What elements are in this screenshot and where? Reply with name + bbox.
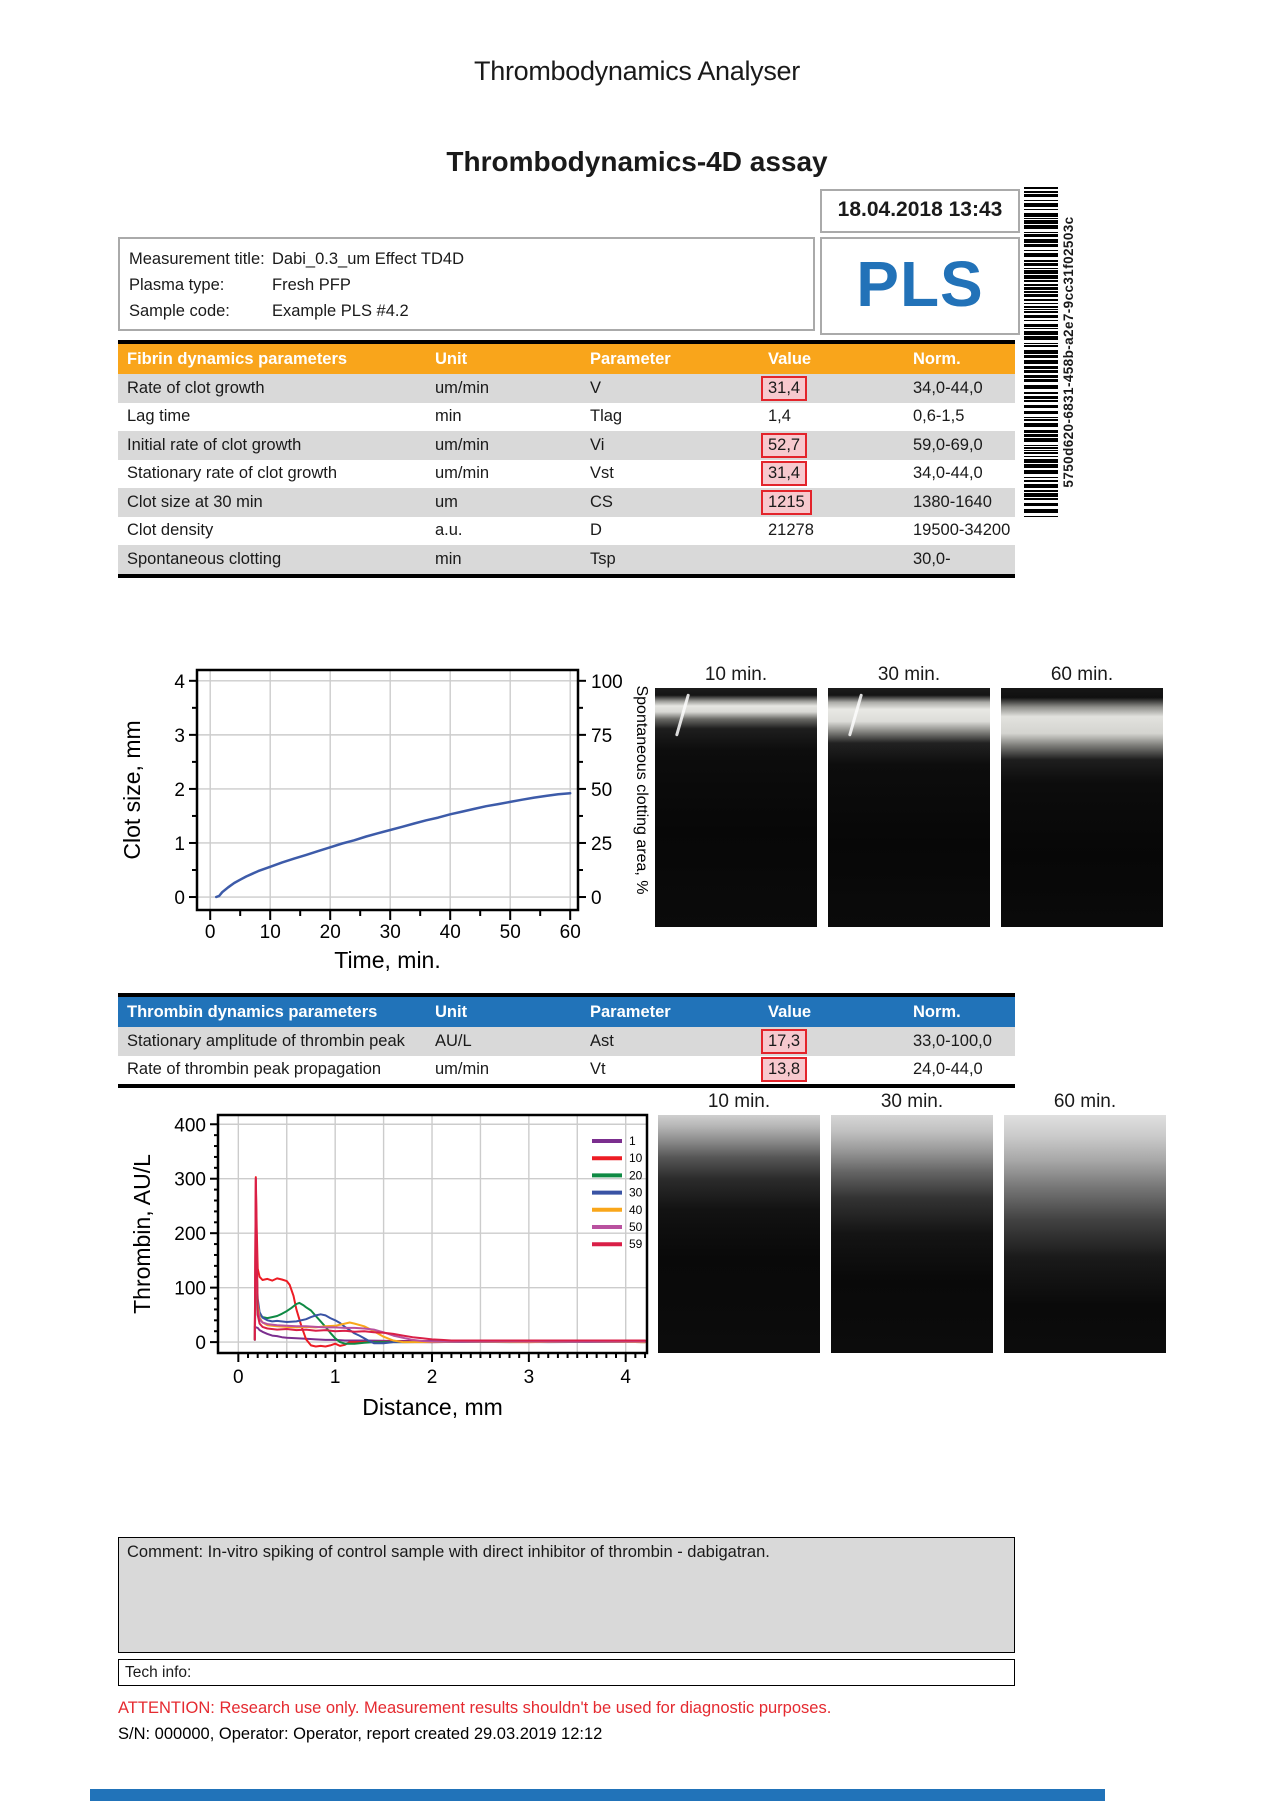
column-header: Norm. — [913, 1002, 961, 1021]
out-of-range-value: 13,8 — [761, 1057, 807, 1082]
column-header: Norm. — [913, 349, 961, 368]
unit-cell: min — [435, 407, 462, 426]
column-header: Unit — [435, 349, 468, 368]
svg-text:60: 60 — [559, 922, 581, 943]
table-row — [118, 1027, 1015, 1056]
svg-text:1: 1 — [174, 833, 185, 855]
svg-text:50: 50 — [591, 779, 613, 801]
out-of-range-value: 52,7 — [761, 433, 807, 458]
svg-text:Thrombin, AU/L: Thrombin, AU/L — [129, 1154, 155, 1314]
thrombin-photo-10min — [658, 1115, 820, 1353]
table-row — [118, 1056, 1015, 1085]
thrombin-parameters-table — [118, 993, 1015, 1088]
param-name-cell: Stationary rate of clot growth — [127, 464, 338, 483]
norm-cell: 19500-34200 — [913, 521, 1011, 540]
svg-text:20: 20 — [319, 922, 341, 943]
param-name-cell: Rate of thrombin peak propagation — [127, 1060, 382, 1079]
tech-info-label: Tech info: — [125, 1664, 192, 1681]
thrombin-image-label: 30 min. — [880, 1091, 944, 1112]
param-name-cell: Stationary amplitude of thrombin peak — [127, 1031, 405, 1050]
svg-text:Time, min.: Time, min. — [334, 947, 441, 973]
out-of-range-value: 31,4 — [761, 461, 807, 486]
param-name-cell: Rate of clot growth — [127, 378, 265, 397]
table-header-row — [118, 997, 1015, 1027]
thrombin-distribution-chart — [110, 1090, 660, 1440]
column-header: Value — [768, 349, 812, 368]
unit-cell: um/min — [435, 464, 490, 483]
sample-code-row — [129, 298, 813, 324]
unit-cell: um — [435, 492, 458, 511]
svg-text:0: 0 — [195, 1333, 206, 1355]
barcode — [1024, 187, 1058, 517]
svg-text:200: 200 — [174, 1224, 206, 1246]
param-name-cell: Clot size at 30 min — [127, 492, 263, 511]
param-name-cell: Initial rate of clot growth — [127, 435, 302, 454]
parameter-cell: Vt — [590, 1060, 606, 1079]
param-name-cell: Lag time — [127, 407, 191, 426]
clot-image-label: 30 min. — [877, 664, 941, 685]
norm-cell: 34,0-44,0 — [913, 378, 983, 397]
out-of-range-value: 17,3 — [761, 1029, 807, 1054]
svg-text:3: 3 — [523, 1367, 535, 1388]
value-cell — [768, 376, 913, 401]
thrombin-photo-30min — [831, 1115, 993, 1353]
table-row — [118, 488, 1015, 517]
param-name-cell: Spontaneous clotting — [127, 549, 282, 568]
parameter-cell: Tlag — [590, 407, 623, 426]
parameter-cell: Vi — [590, 435, 605, 454]
measurement-title-row — [129, 246, 813, 272]
table-header-row — [118, 344, 1015, 374]
svg-text:1: 1 — [329, 1367, 341, 1388]
pls-logo-text: PLS — [856, 248, 984, 320]
unit-cell: AU/L — [435, 1031, 472, 1050]
svg-text:0: 0 — [174, 888, 185, 910]
column-header: Thrombin dynamics parameters — [127, 1002, 378, 1021]
sample-code-label: Sample code: — [129, 302, 230, 320]
thrombin-images — [658, 1091, 1166, 1353]
serial-operator-line: S/N: 000000, Operator: Operator, report created 29.03.2019 12:12 — [118, 1725, 603, 1743]
value-cell — [768, 433, 913, 458]
plasma-type-label: Plasma type: — [129, 276, 225, 294]
svg-text:0: 0 — [204, 922, 216, 943]
column-header: Parameter — [590, 349, 671, 368]
svg-text:3: 3 — [174, 725, 185, 747]
svg-text:25: 25 — [591, 833, 613, 855]
plasma-type-value: Fresh PFP — [272, 276, 351, 294]
app-title: Thrombodynamics Analyser — [474, 56, 800, 86]
table-row — [118, 545, 1015, 574]
norm-cell: 24,0-44,0 — [913, 1060, 983, 1079]
table-row — [118, 403, 1015, 432]
svg-text:59: 59 — [629, 1237, 643, 1252]
norm-cell: 59,0-69,0 — [913, 435, 983, 454]
measurement-title-value: Dabi_0.3_um Effect TD4D — [272, 250, 464, 268]
parameter-cell: V — [590, 378, 602, 397]
thrombin-image-label: 60 min. — [1053, 1091, 1117, 1112]
value-cell: 1,4 — [768, 407, 791, 426]
svg-text:2: 2 — [426, 1367, 438, 1388]
parameter-cell: CS — [590, 492, 613, 511]
svg-text:100: 100 — [591, 671, 623, 693]
parameter-cell: Vst — [590, 464, 614, 483]
svg-text:20: 20 — [629, 1168, 643, 1183]
svg-text:10: 10 — [259, 922, 281, 943]
clot-image-panel-10min — [655, 664, 817, 927]
svg-text:1: 1 — [629, 1134, 636, 1148]
column-header: Parameter — [590, 1002, 671, 1021]
attention-note: ATTENTION: Research use only. Measurement results shouldn't be used for diagnostic purposes. — [118, 1699, 832, 1717]
svg-text:4: 4 — [174, 671, 185, 693]
plasma-type-row — [129, 272, 813, 298]
sample-code-value: Example PLS #4.2 — [272, 302, 409, 320]
tech-info-box — [118, 1659, 1015, 1686]
svg-text:2: 2 — [174, 779, 185, 801]
thrombin-image-label: 10 min. — [707, 1091, 771, 1112]
norm-cell: 0,6-1,5 — [913, 407, 965, 426]
value-cell — [768, 1057, 913, 1082]
thrombin-image-panel-60min — [1004, 1091, 1166, 1353]
param-name-cell: Clot density — [127, 521, 214, 540]
unit-cell: a.u. — [435, 521, 463, 540]
svg-text:30: 30 — [379, 922, 401, 943]
svg-text:Distance, mm: Distance, mm — [362, 1394, 503, 1420]
clot-image-label: 10 min. — [704, 664, 768, 685]
clot-photo-60min — [1001, 688, 1163, 927]
norm-cell: 30,0- — [913, 549, 951, 568]
pls-logo — [820, 237, 1020, 335]
svg-text:30: 30 — [629, 1185, 643, 1200]
svg-text:50: 50 — [629, 1220, 643, 1234]
svg-text:10: 10 — [629, 1151, 643, 1166]
svg-text:75: 75 — [591, 725, 613, 747]
clot-image-label: 60 min. — [1050, 664, 1114, 685]
thrombin-image-panel-10min — [658, 1091, 820, 1353]
table-row — [118, 460, 1015, 489]
svg-text:0: 0 — [233, 1367, 244, 1388]
svg-text:4: 4 — [620, 1367, 631, 1388]
value-cell — [768, 461, 913, 486]
unit-cell: um/min — [435, 435, 490, 454]
parameter-cell: Ast — [590, 1031, 614, 1050]
svg-text:300: 300 — [174, 1169, 206, 1191]
thrombin-photo-60min — [1004, 1115, 1166, 1353]
svg-text:40: 40 — [439, 922, 461, 943]
column-header: Unit — [435, 1002, 468, 1021]
clot-image-panel-60min — [1001, 664, 1163, 927]
comment-box — [118, 1537, 1015, 1653]
thrombin-image-panel-30min — [831, 1091, 993, 1353]
svg-text:400: 400 — [174, 1115, 206, 1137]
value-cell: 21278 — [768, 521, 814, 540]
clot-images — [655, 664, 1163, 927]
comment-text: Comment: In-vitro spiking of control sample with direct inhibitor of thrombin - dabigatran. — [127, 1543, 770, 1561]
column-header: Value — [768, 1002, 812, 1021]
svg-text:100: 100 — [174, 1278, 206, 1300]
value-cell — [768, 490, 913, 515]
unit-cell: min — [435, 549, 462, 568]
table-row — [118, 517, 1015, 546]
svg-text:Clot size, mm: Clot size, mm — [119, 720, 145, 860]
unit-cell: um/min — [435, 1060, 490, 1079]
svg-text:50: 50 — [499, 922, 521, 943]
value-cell — [768, 1029, 913, 1054]
measurement-title-label: Measurement title: — [129, 250, 265, 268]
scratch-artifact — [675, 693, 690, 736]
parameter-cell: D — [590, 521, 602, 540]
report-title: Thrombodynamics-4D assay — [446, 146, 828, 177]
clot-photo-10min — [655, 688, 817, 927]
measurement-info-box — [118, 237, 815, 331]
norm-cell: 1380-1640 — [913, 492, 992, 511]
svg-text:40: 40 — [629, 1202, 643, 1217]
column-header: Fibrin dynamics parameters — [127, 349, 348, 368]
clot-image-panel-30min — [828, 664, 990, 927]
report-datetime: 18.04.2018 13:43 — [820, 189, 1020, 233]
fibrin-parameters-table — [118, 340, 1015, 578]
unit-cell: um/min — [435, 378, 490, 397]
parameter-cell: Tsp — [590, 549, 616, 568]
barcode-text: 5750d620-6831-458b-a2e7-9cc31f02503c — [1061, 216, 1076, 488]
scratch-artifact — [848, 693, 863, 736]
norm-cell: 33,0-100,0 — [913, 1031, 992, 1050]
clot-growth-chart — [110, 580, 680, 985]
table-row — [118, 431, 1015, 460]
out-of-range-value: 31,4 — [761, 376, 807, 401]
svg-text:0: 0 — [591, 888, 602, 910]
norm-cell: 34,0-44,0 — [913, 464, 983, 483]
out-of-range-value: 1215 — [761, 490, 812, 515]
table-row — [118, 374, 1015, 403]
clot-photo-30min — [828, 688, 990, 927]
footer-accent-bar — [90, 1789, 1105, 1801]
svg-text:Spontaneous clotting area, %: Spontaneous clotting area, % — [633, 685, 650, 895]
